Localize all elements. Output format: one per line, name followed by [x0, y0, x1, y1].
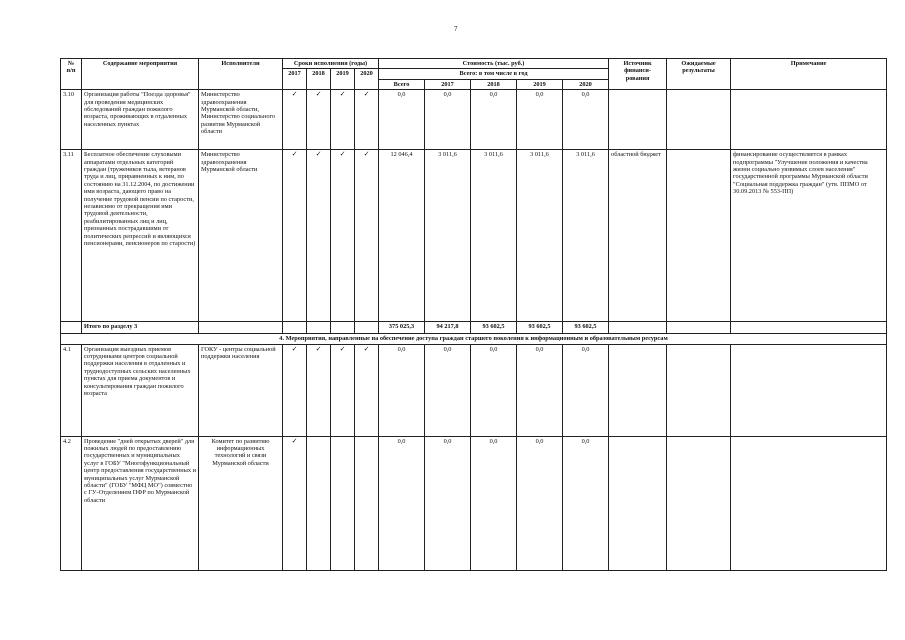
cost-total: 0,0 [379, 436, 425, 570]
check-icon: ✓ [307, 344, 331, 436]
row-expected [667, 150, 731, 322]
subtotal-label: Итого по разделу 3 [82, 322, 199, 334]
row-executors: Министерство здравоохранения Мурманской области, Министерство социального развития Мурманской области [199, 90, 283, 150]
header-cost-total: Всего [379, 79, 425, 89]
table-row [61, 150, 887, 322]
check-icon: ✓ [355, 90, 379, 150]
header-year-2020: 2020 [355, 69, 379, 90]
row-num: 4.2 [61, 436, 82, 570]
check-icon: ✓ [331, 344, 355, 436]
cost-2020: 3 011,6 [563, 150, 609, 322]
subtotal-2019: 93 602,5 [517, 322, 563, 334]
check-icon: ✓ [331, 150, 355, 322]
cost-2018: 0,0 [471, 344, 517, 436]
check-icon: ✓ [307, 150, 331, 322]
row-source: областной бюджет [609, 150, 667, 322]
cost-2019: 0,0 [517, 90, 563, 150]
cost-2017: 0,0 [425, 344, 471, 436]
subtotal-row [61, 322, 887, 334]
program-measures-table [60, 58, 887, 571]
row-note: финансирование осуществляется в рамках подпрограммы "Улучшение положения и качества жизни социально уязвимых слоев населения" государственной программы Мурманской области "Социальная поддержка граждан" (утв. ППМО от 30.09.2013 № 553-ПП) [731, 150, 887, 322]
header-num: № п/п [61, 59, 82, 90]
row-num: 4.1 [61, 344, 82, 436]
row-content: Организация выездных приемов сотрудниками центров социальной поддержки населения в отдаленных и труднодоступных сельских населенных пунктах для приема документов и консультирования граждан пожилого возраста [82, 344, 199, 436]
header-total-incl: Всего: в том числе в год [379, 69, 609, 79]
row-num: 3.11 [61, 150, 82, 322]
cost-2017: 0,0 [425, 90, 471, 150]
header-year-2019: 2019 [331, 69, 355, 90]
row-num: 3.10 [61, 90, 82, 150]
header-source: Источник финанси- рования [609, 59, 667, 90]
row-source [609, 90, 667, 150]
check-icon: ✓ [355, 150, 379, 322]
header-note: Примечание [731, 59, 887, 90]
header-cost-2017: 2017 [425, 79, 471, 89]
row-executors: Комитет по развитию информационных технологий и связи Мурманской области [199, 436, 283, 570]
cost-2020: 0,0 [563, 90, 609, 150]
row-content: Организация работы "Поезда здоровья" для проведения медицинских обследований граждан пожилого возраста, проживающих в отдаленных населенных пунктах [82, 90, 199, 150]
subtotal-2020: 93 602,5 [563, 322, 609, 334]
row-content: Проведение "дней открытых дверей" для пожилых людей по предоставлению государственных и муниципальных услуг в ГОБУ "Многофункциональный центр предоставления государственных и муниципальных услуг Мурманской области" (ГОБУ "МФЦ МО") совместно с ГУ-Отделением ПФР по Мурманской области [82, 436, 199, 570]
check-icon: ✓ [283, 90, 307, 150]
header-executors: Исполнители [199, 59, 283, 90]
table-row [61, 344, 887, 436]
cost-2017: 3 011,6 [425, 150, 471, 322]
check-icon: ✓ [283, 344, 307, 436]
check-icon: ✓ [283, 436, 307, 570]
header-terms: Сроки исполнения (годы) [283, 59, 379, 69]
subtotal-total: 375 025,3 [379, 322, 425, 334]
row-content: Бесплатное обеспечение слуховыми аппаратами отдельных категорий граждан (тружеников тыла, ветеранов труда и лиц, приравненных к ним, по состоянию на 31.12.2004, по достижении ими возраста, дающего право на получение трудовой пенсии по старости, независимо от прекращения ими трудовой деятельности, реабилитированных лиц и лиц, признанных пострадавшими от политических репрессий и являющихся пенсионерами, пенсионеров по старости) [82, 150, 199, 322]
header-cost: Стоимость (тыс. руб.) [379, 59, 609, 69]
row-executors: Министерство здравоохранения Мурманской области [199, 150, 283, 322]
row-note [731, 90, 887, 150]
check-icon: ✓ [331, 90, 355, 150]
check-icon: ✓ [307, 90, 331, 150]
cost-2017: 0,0 [425, 436, 471, 570]
cost-2018: 0,0 [471, 90, 517, 150]
section-4-title: 4. Мероприятия, направленные на обеспечение доступа граждан старшего поколения к информационным и образовательным ресурсам [61, 334, 887, 344]
check-icon [331, 436, 355, 570]
subtotal-2017: 94 217,8 [425, 322, 471, 334]
header-year-2018: 2018 [307, 69, 331, 90]
cost-2019: 3 011,6 [517, 150, 563, 322]
table-row [61, 90, 887, 150]
cost-total: 0,0 [379, 90, 425, 150]
cost-2020: 0,0 [563, 344, 609, 436]
check-icon: ✓ [355, 344, 379, 436]
section-heading-row [61, 334, 887, 344]
header-cost-2020: 2020 [563, 79, 609, 89]
check-icon [307, 436, 331, 570]
header-expected: Ожидаемые результаты [667, 59, 731, 90]
page-number: 7 [454, 25, 458, 33]
check-icon [355, 436, 379, 570]
header-year-2017: 2017 [283, 69, 307, 90]
cost-2019: 0,0 [517, 436, 563, 570]
cost-total: 12 046,4 [379, 150, 425, 322]
row-executors: ГОКУ - центры социальной поддержки населения [199, 344, 283, 436]
header-content: Содержание мероприятия [82, 59, 199, 90]
header-cost-2018: 2018 [471, 79, 517, 89]
cost-2018: 3 011,6 [471, 150, 517, 322]
cost-2019: 0,0 [517, 344, 563, 436]
table-row [61, 436, 887, 570]
check-icon: ✓ [283, 150, 307, 322]
cost-total: 0,0 [379, 344, 425, 436]
header-cost-2019: 2019 [517, 79, 563, 89]
row-expected [667, 90, 731, 150]
cost-2018: 0,0 [471, 436, 517, 570]
cost-2020: 0,0 [563, 436, 609, 570]
subtotal-2018: 93 602,5 [471, 322, 517, 334]
